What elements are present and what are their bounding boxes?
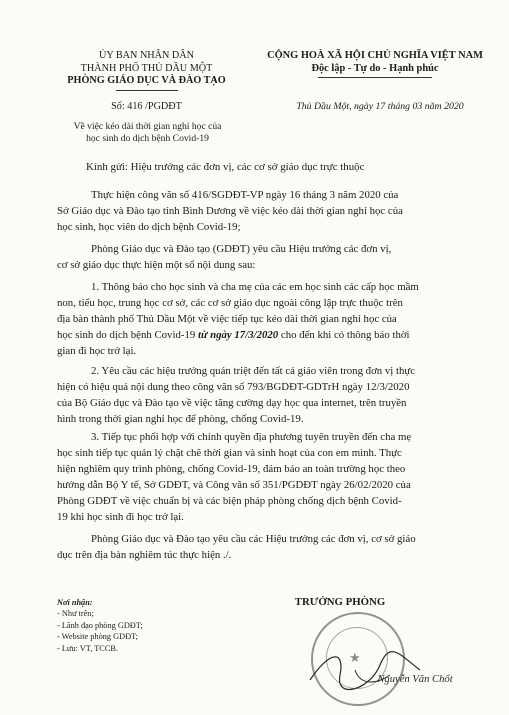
document-date: Thủ Dầu Một, ngày 17 tháng 03 năm 2020	[296, 101, 464, 112]
subject-line-1: Về việc kéo dài thời gian nghỉ học của	[73, 121, 222, 132]
recipient-item: - Lãnh đạo phòng GDĐT;	[57, 620, 143, 630]
p3-line-4-pre: học sinh do dịch bệnh Covid-19	[57, 328, 198, 341]
p2-line-2: cơ sở giáo dục thực hiện một số nội dung sau:	[57, 258, 256, 271]
p4-line-4: hình trong thời gian nghỉ học để phòng, chống Covid-19.	[57, 412, 304, 425]
signer-name: Nguyễn Văn Chốt	[377, 674, 453, 685]
signer-title: TRƯỞNG PHÒNG	[294, 596, 386, 608]
handwritten-signature	[300, 640, 430, 700]
p3-line-5: gian đi học trở lại.	[57, 344, 137, 357]
p2-line-1: Phòng Giáo dục và Đào tạo (GDĐT) yêu cầu Hiệu trưởng các đơn vị,	[91, 243, 392, 255]
p4-line-2: hiện có hiệu quả nội dung theo công văn số 793/BGDĐT-GDTrH ngày 12/3/2020	[57, 380, 410, 393]
p5-line-3: hiện nghiêm quy trình phòng, chống Covid-19, đảm bảo an toàn trường học theo	[57, 462, 406, 475]
recipients-title: Nơi nhận:	[57, 598, 93, 607]
p5-line-6: 19 khi học sinh đi học trở lại.	[57, 510, 184, 523]
p6-line-1: Phòng Giáo dục và Đào tạo yêu cầu các Hiệu trưởng các đơn vị, cơ sở giáo	[91, 533, 416, 545]
p3-line-1: 1. Thông báo cho học sinh và cha mẹ của các em học sinh các cấp học mầm	[91, 281, 419, 293]
p3-line-4-post: cho đến khi có thông báo thời	[278, 328, 410, 341]
paragraph-2	[57, 242, 491, 274]
p4-line-3: của Bộ Giáo dục và Đào tạo về việc tăng cường dạy học qua internet, trên truyền	[57, 396, 407, 409]
recipients-list	[57, 597, 143, 654]
p5-line-1: 3. Tiếp tục phối hợp với chính quyền địa phương tuyên truyền đến cha mẹ	[91, 431, 412, 443]
national-title-block	[245, 49, 505, 75]
recipient-item: - Website phòng GDĐT;	[57, 632, 138, 642]
subject-block	[30, 121, 265, 145]
paragraph-4	[57, 364, 491, 428]
issuer-line-1: ỦY BAN NHÂN DÂN	[99, 50, 194, 61]
p1-line-1: Thực hiện công văn số 416/SGDĐT-VP ngày 16 tháng 3 năm 2020 của	[91, 189, 399, 201]
p5-line-5: Phòng GDĐT về việc chuẩn bị và các biện pháp phòng chống dịch bệnh Covid-	[57, 494, 402, 507]
p6-line-2: dục trên địa bàn nghiêm túc thực hiện ./.	[57, 548, 232, 561]
issuer-line-3: PHÒNG GIÁO DỤC VÀ ĐÀO TẠO	[67, 75, 226, 87]
p5-line-2: học sinh tiếp tục quản lý chặt chẽ thời gian và sinh hoạt của con em mình. Thực	[57, 446, 402, 459]
motto-underline	[318, 77, 432, 78]
recipient-item: - Như trên;	[57, 609, 94, 619]
p5-line-4: hướng dẫn Bộ Y tế, Sở GDĐT, và Công văn số 351/PGDĐT ngày 26/02/2020 của	[57, 478, 411, 491]
national-title: CỘNG HOÀ XÃ HỘI CHỦ NGHĨA VIỆT NAM	[267, 50, 483, 61]
issuer-line-2: THÀNH PHỐ THỦ DẦU MỘT	[80, 62, 213, 74]
p1-line-2: Sở Giáo dục và Đào tạo tỉnh Bình Dương về việc kéo dài thời gian nghỉ học của	[57, 204, 403, 217]
paragraph-5	[57, 430, 491, 525]
p3-date-emphasis: từ ngày 17/3/2020	[197, 328, 279, 341]
recipient-item: - Lưu: VT, TCCB.	[57, 643, 118, 653]
p3-line-3: địa bàn thành phố Thủ Dầu Một về việc tiếp tục kéo dài thời gian nghỉ học của	[57, 312, 397, 325]
paragraph-3	[57, 280, 491, 360]
p3-line-2: non, tiểu học, trung học cơ sở, các cơ sở giáo dục ngoài công lập trực thuộc trên	[57, 296, 403, 309]
issuer-block	[44, 50, 249, 88]
national-motto: Độc lập - Tự do - Hạnh phúc	[311, 63, 439, 74]
p4-line-1: 2. Yêu cầu các hiệu trưởng quán triệt đến tất cả giáo viên trong đơn vị thực	[91, 365, 416, 377]
document-number: Số: 416 /PGDĐT	[111, 101, 182, 112]
paragraph-6	[57, 532, 491, 564]
issuer-underline	[116, 90, 178, 91]
p3-line-4	[57, 328, 491, 344]
paragraph-1	[57, 188, 491, 236]
recipient-line: Kính gửi: Hiệu trưởng các đơn vị, các cơ sở giáo dục trực thuộc	[86, 161, 365, 173]
p1-line-3: học sinh, học viên do dịch bệnh Covid-19;	[57, 220, 241, 233]
stamp-star-icon: ★	[349, 650, 361, 665]
subject-line-2: học sinh do dịch bệnh Covid-19	[86, 133, 209, 144]
